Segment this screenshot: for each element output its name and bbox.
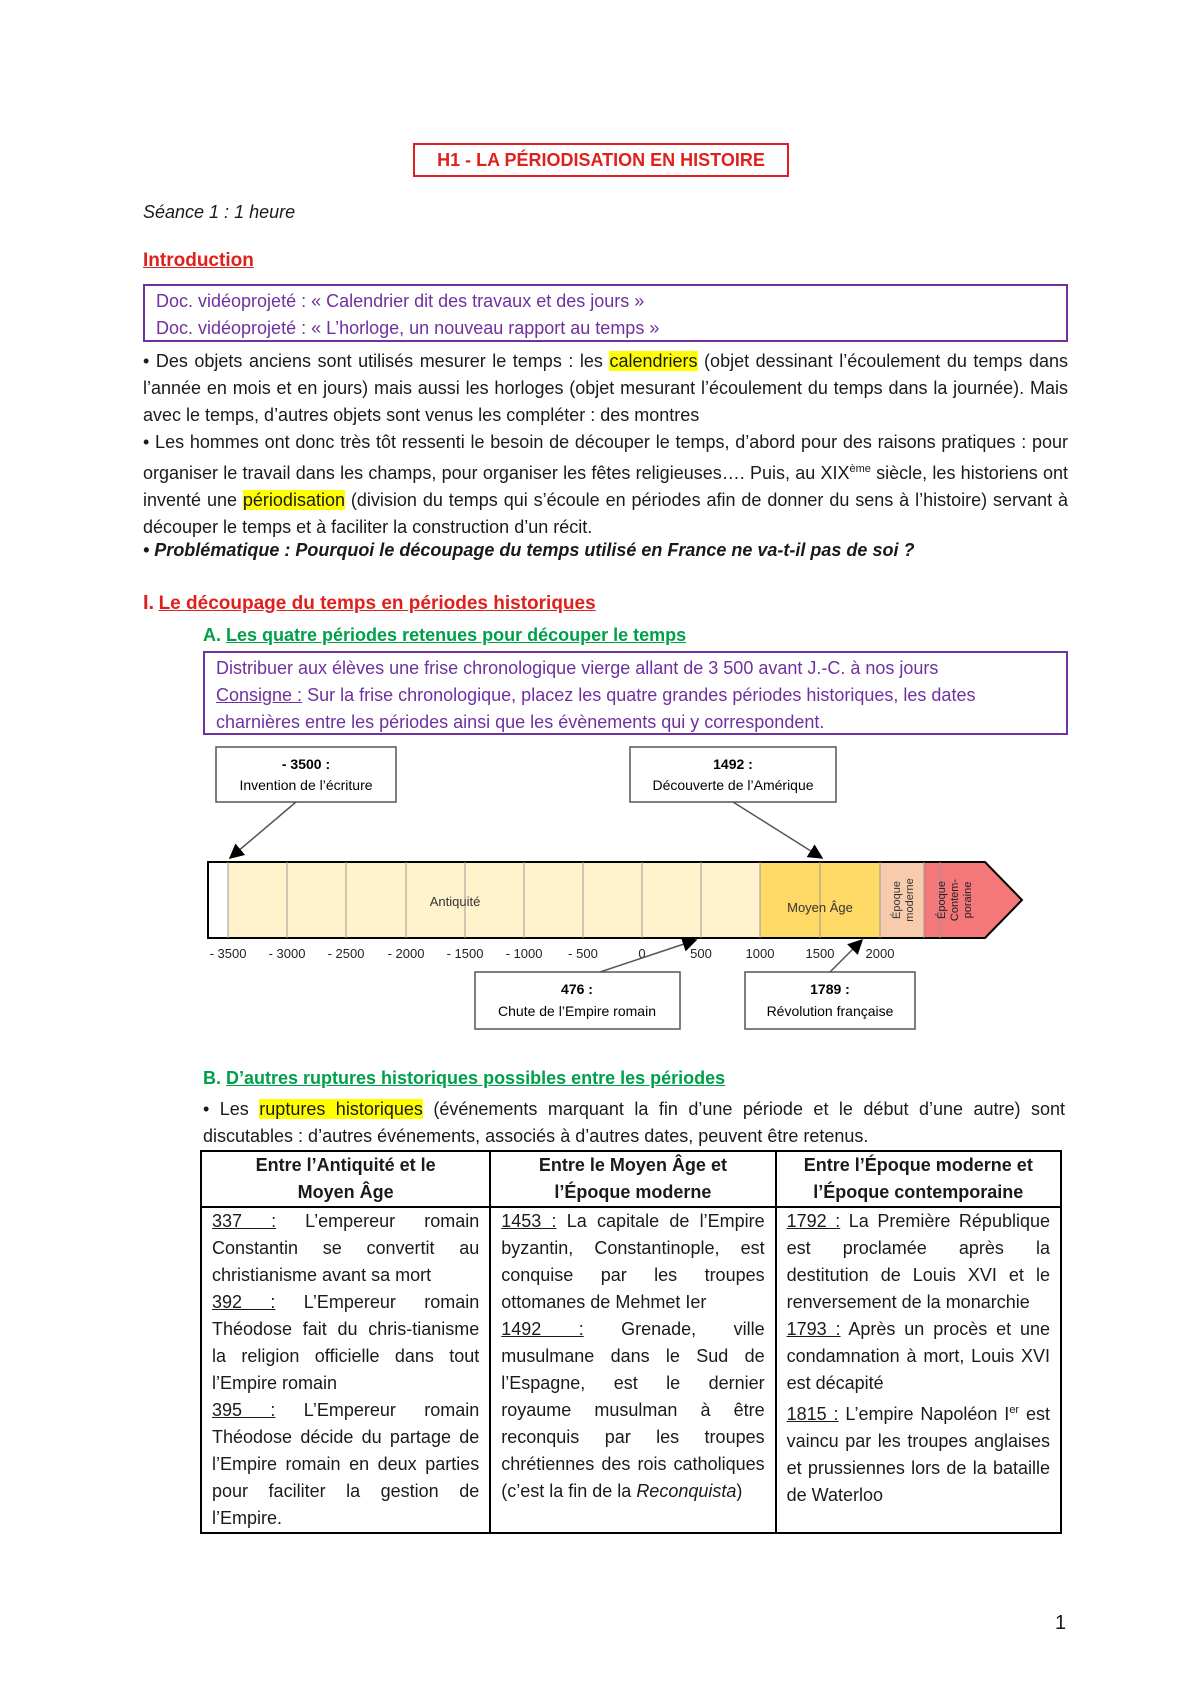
- event-date: 476 :: [561, 981, 593, 997]
- entry-date: 395 :: [212, 1400, 276, 1420]
- rupture-entry: [501, 1316, 764, 1505]
- text-run: (division du temps qui s’écoule en périodes afin de donner du sens à l’histoire) servant à découper le temps et à faciliter la construction d’un récit.: [143, 490, 1068, 537]
- table-row: [201, 1207, 1061, 1533]
- subsection-letter: A.: [203, 625, 221, 645]
- tick-label: - 1500: [446, 946, 484, 961]
- entry-date: 1792 :: [786, 1211, 841, 1231]
- subsection-title: Les quatre périodes retenues pour découper le temps: [226, 625, 687, 645]
- event-date: 1789 :: [810, 981, 850, 997]
- tick-label: - 3500: [209, 946, 247, 961]
- header-line: Moyen Âge: [297, 1182, 394, 1202]
- event-arrow: [600, 940, 696, 972]
- tick-label: - 1000: [505, 946, 543, 961]
- event-date: 1492 :: [713, 756, 753, 772]
- intro-paragraph-2: [143, 429, 1068, 541]
- tick-label: - 2500: [327, 946, 365, 961]
- rupture-entry: [212, 1289, 479, 1397]
- entry-date: 392 :: [212, 1292, 276, 1312]
- table-cell: [490, 1207, 775, 1533]
- label-contemp-2: Contem-: [949, 878, 961, 922]
- problematique: • Problématique : Pourquoi le découpage du temps utilisé en France ne va-t-il pas de soi ?: [143, 540, 915, 560]
- label-moderne-1: Époque: [891, 881, 903, 919]
- tick-label: - 500: [568, 946, 598, 961]
- subsection-letter: B.: [203, 1068, 221, 1088]
- event-arrow: [230, 802, 296, 858]
- table-cell: [201, 1207, 490, 1533]
- table-header: [201, 1151, 490, 1207]
- entry-text: La Première République est proclamée après la destitution de Louis XVI et le renversement de la monarchie: [786, 1211, 1050, 1312]
- header-line: l’Époque moderne: [554, 1182, 712, 1202]
- session-duration: Séance 1 : 1 heure: [143, 202, 296, 222]
- entry-date: 1793 :: [786, 1319, 841, 1339]
- text-run: • Les: [203, 1099, 260, 1119]
- consigne-text: Sur la frise chronologique, placez les quatre grandes périodes historiques, les dates charnières entre les périodes ainsi que les évènements qui y correspondent.: [216, 685, 976, 732]
- tick-label: 0: [638, 946, 646, 961]
- superscript: ème: [849, 463, 871, 475]
- subsection-a-heading: [203, 625, 686, 646]
- label-contemp-1: Époque: [936, 881, 948, 919]
- tick-label: - 3000: [268, 946, 306, 961]
- entry-text: La capitale de l’Empire byzantin, Constantinople, est conquise par les troupes ottomanes de Mehmet Ier: [501, 1211, 765, 1312]
- entry-date: 1453 :: [501, 1211, 557, 1231]
- period-antiquite-bar: [228, 862, 760, 938]
- doc-line: Doc. vidéoprojeté : « Calendrier dit des travaux et des jours »: [156, 291, 645, 311]
- entry-text: Après un procès et une condamnation à mort, Louis XVI est décapité: [786, 1319, 1051, 1393]
- entry-date: 1492 :: [501, 1319, 584, 1339]
- page-number: 1: [1055, 1612, 1067, 1634]
- subsection-b-heading: [203, 1068, 725, 1089]
- event-arrow: [733, 802, 822, 858]
- rupture-entry: [787, 1316, 1050, 1397]
- event-label: Chute de l’Empire romain: [498, 1003, 656, 1019]
- text-run: (objet dessinant l’écoulement du temps dans l’année en mois et en jours) mais aussi les horloges (objet mesurant l’écoulement du temps dans la journée). Mais avec le temps, d’autres objets sont venus les compléter : des montres: [143, 351, 1068, 425]
- introduction-heading: Introduction: [143, 250, 254, 271]
- superscript: er: [1009, 1404, 1020, 1416]
- consigne-line: Distribuer aux élèves une frise chronologique vierge allant de 3 500 avant J.-C. à nos jours: [216, 658, 939, 678]
- intro-paragraph-1: [143, 348, 1068, 429]
- text-run: • Les hommes ont donc très tôt ressenti le besoin de découper le temps, d’abord pour des raisons pratiques : pour organiser le travail dans les champs, pour organiser les fêtes religieuses…. Puis, au XIX: [143, 432, 1068, 483]
- tick-label: 1500: [805, 946, 835, 961]
- entry-text: ): [736, 1481, 743, 1501]
- chronological-timeline: [200, 740, 1060, 1060]
- tick-label: 500: [690, 946, 712, 961]
- page-title: H1 - LA PÉRIODISATION EN HISTOIRE: [413, 143, 789, 177]
- entry-text: L’empereur romain Constantin se convertit au christianisme avant sa mort: [212, 1211, 480, 1285]
- keyword-calendriers: calendriers: [609, 351, 698, 371]
- rupture-entry: [787, 1397, 1050, 1509]
- entry-date: 337 :: [212, 1211, 277, 1231]
- event-date: - 3500 :: [281, 756, 331, 772]
- tick-label: 1000: [745, 946, 775, 961]
- consigne-box: [203, 651, 1068, 735]
- table-header: [776, 1151, 1061, 1207]
- entry-text: Grenade, ville musulmane dans le Sud de l’Espagne, est le dernier royaume musulman à être reconquis par les troupes chrétiennes des rois catholiques (c’est la fin de la: [501, 1319, 765, 1501]
- rupture-entry: [212, 1397, 479, 1532]
- text-run: siècle, les historiens ont inventé une: [143, 463, 1068, 510]
- keyword-periodisation: périodisation: [242, 490, 345, 510]
- event-arrow: [830, 940, 862, 972]
- entry-text: L’empire Napoléon I: [838, 1404, 1010, 1424]
- section-number: I.: [143, 592, 155, 614]
- label-contemp-3: poraine: [962, 881, 974, 919]
- entry-text: L’Empereur romain Théodose fait du chris-tianisme la religion officielle dans tout l’Empire romain: [212, 1292, 480, 1393]
- header-line: Entre l’Antiquité et le: [255, 1155, 436, 1175]
- tick-label: 2000: [865, 946, 895, 961]
- table-header-row: [201, 1151, 1061, 1207]
- keyword-ruptures: ruptures historiques: [259, 1099, 423, 1119]
- text-run: (événements marquant la fin d’une période et le début d’une autre) sont discutables : d’autres événements, associés à d’autres dates, peuvent être retenus.: [203, 1099, 1065, 1146]
- ruptures-table: [200, 1150, 1062, 1534]
- rupture-entry: [501, 1208, 764, 1316]
- event-label: Découverte de l’Amérique: [652, 777, 814, 793]
- section-title: Le découpage du temps en périodes historiques: [158, 593, 596, 614]
- rupture-entry: [212, 1208, 479, 1289]
- label-moderne-2: moderne: [904, 878, 916, 922]
- entry-date: 1815 :: [786, 1404, 839, 1424]
- table-cell: [776, 1207, 1061, 1533]
- section-1-heading: [143, 592, 596, 615]
- event-label: Révolution française: [766, 1003, 894, 1019]
- header-line: l’Époque contemporaine: [813, 1182, 1024, 1202]
- header-line: Entre l’Époque moderne et: [803, 1155, 1033, 1175]
- entry-italic: Reconquista: [636, 1481, 737, 1501]
- intro-docs-box: [143, 284, 1068, 342]
- doc-line: Doc. vidéoprojeté : « L’horloge, un nouveau rapport au temps »: [156, 318, 660, 338]
- consigne-label: Consigne :: [216, 685, 303, 705]
- event-label: Invention de l’écriture: [239, 777, 373, 793]
- table-header: [490, 1151, 775, 1207]
- label-moyen-age: Moyen Âge: [787, 900, 853, 915]
- label-antiquite: Antiquité: [429, 894, 481, 909]
- header-line: Entre le Moyen Âge et: [538, 1155, 727, 1175]
- entry-text: L’Empereur romain Théodose décide du partage de l’Empire romain en deux parties pour faciliter la gestion de l’Empire.: [212, 1400, 480, 1528]
- tick-label: - 2000: [387, 946, 425, 961]
- rupture-entry: [787, 1208, 1050, 1316]
- subsection-title: D’autres ruptures historiques possibles entre les périodes: [226, 1068, 726, 1088]
- ruptures-paragraph: [203, 1096, 1065, 1150]
- text-run: • Des objets anciens sont utilisés mesurer le temps : les: [143, 351, 610, 371]
- entry-text: est vaincu par les troupes anglaises et prussiennes lors de la bataille de Waterloo: [786, 1404, 1050, 1505]
